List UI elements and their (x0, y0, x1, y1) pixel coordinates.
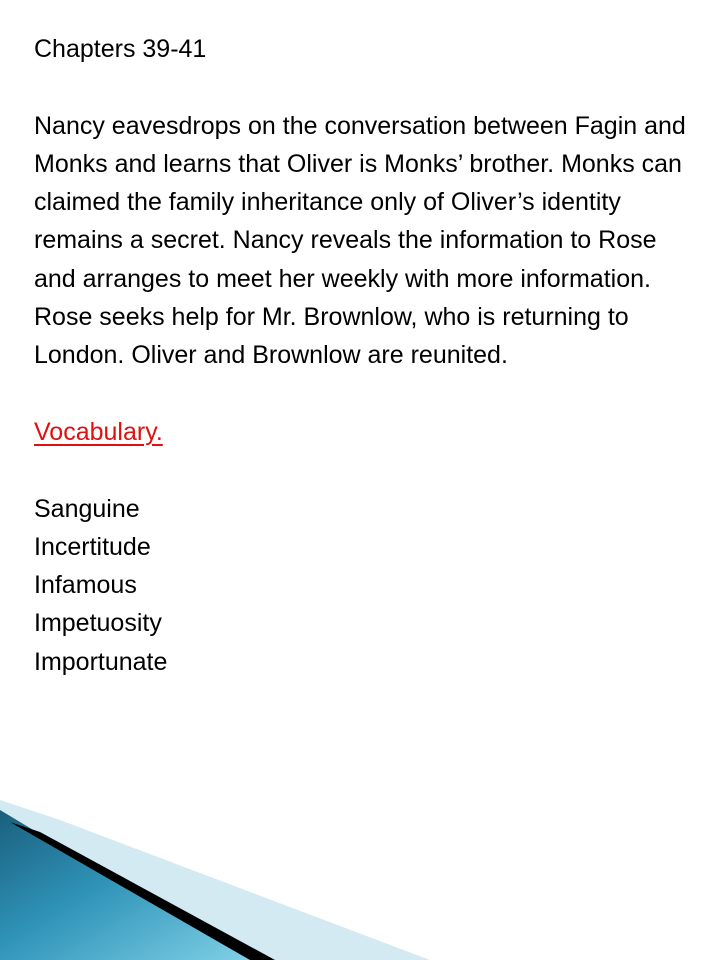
spacer (34, 375, 694, 413)
vocab-word-infamous: Infamous (34, 571, 137, 600)
vocabulary-heading: Vocabulary. (34, 417, 163, 446)
decor-pale-wedge (0, 800, 430, 960)
chapter-summary: Nancy eavesdrops on the conversation between Fagin and Monks and learns that Oliver is Monks’ brother. Monks can claimed the family inheritance only of Oliver’s identity remains a secret. Nancy reveals the information to Rose and arranges to meet her weekly with more information. Rose seeks help for Mr. Brownlow, who is returning to London. Oliver and Brownlow are reunited. (34, 111, 686, 370)
spacer (34, 68, 694, 106)
decor-black-stripe (10, 822, 275, 960)
spacer (34, 451, 694, 489)
vocab-word-incertitude: Incertitude (34, 532, 151, 561)
vocab-word-importunate: Importunate (34, 647, 168, 676)
slide-content (34, 30, 694, 681)
decor-blue-wedge (0, 810, 250, 960)
vocab-word-sanguine: Sanguine (34, 494, 140, 523)
slide-title: Chapters 39-41 (34, 35, 207, 63)
vocab-word-impetuosity: Impetuosity (34, 609, 162, 638)
